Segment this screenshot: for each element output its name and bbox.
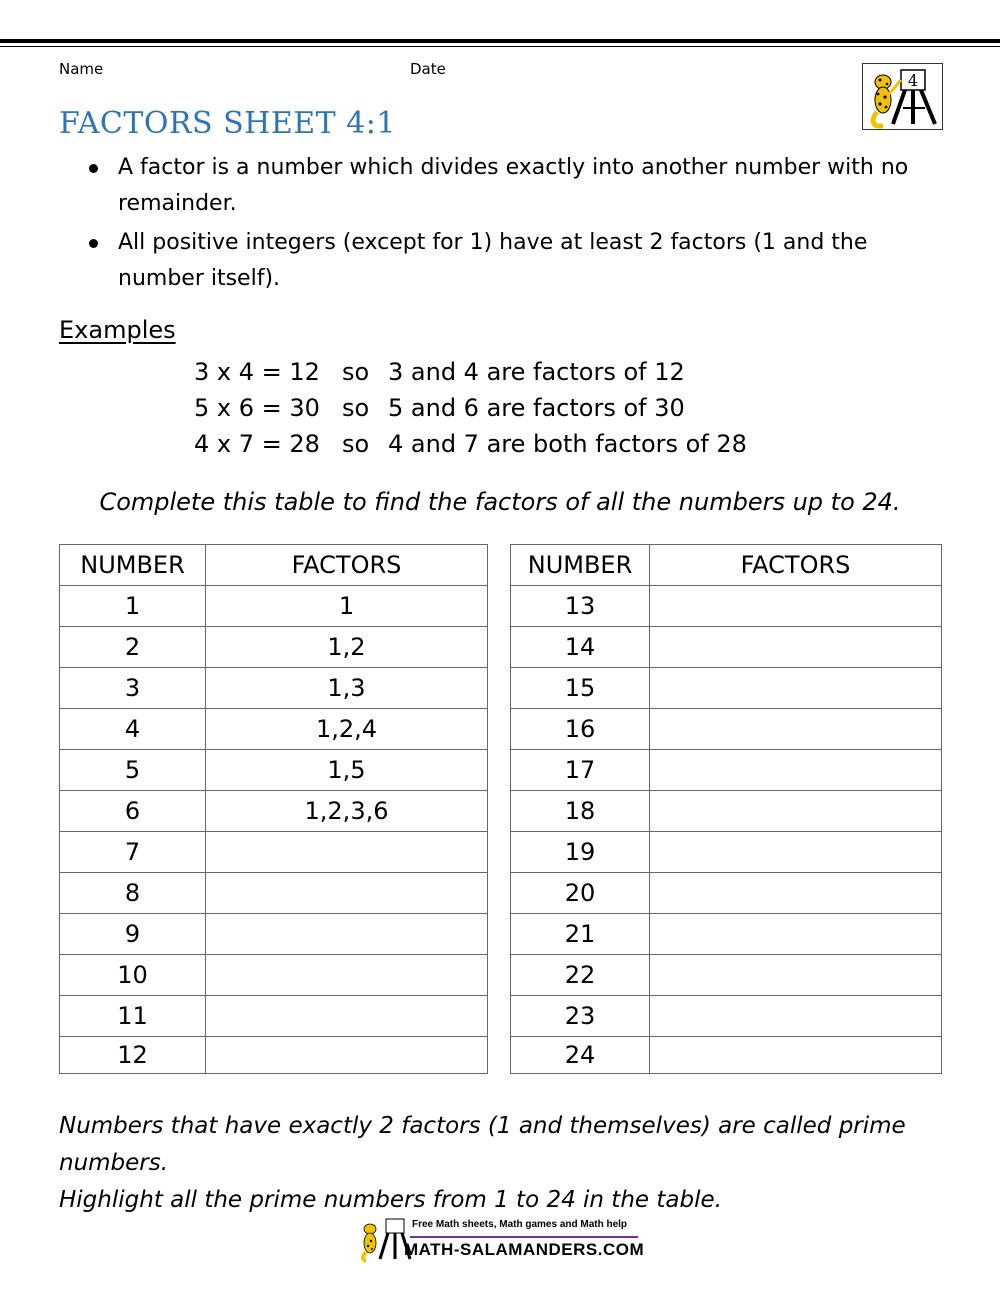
bullet-icon xyxy=(89,164,98,173)
table-row xyxy=(511,832,942,873)
table-row xyxy=(60,668,488,709)
table-row xyxy=(60,955,488,996)
factors-cell[interactable]: 1,3 xyxy=(206,668,488,709)
factors-cell[interactable]: 1 xyxy=(206,586,488,627)
table-header-row xyxy=(60,545,488,586)
footer-tagline: Free Math sheets, Math games and Math help xyxy=(412,1219,628,1230)
number-cell: 9 xyxy=(60,914,206,955)
factors-cell[interactable]: 1,5 xyxy=(206,750,488,791)
table-row xyxy=(511,586,942,627)
number-cell: 3 xyxy=(60,668,206,709)
factors-cell[interactable] xyxy=(650,914,942,955)
examples-heading: Examples xyxy=(59,316,176,344)
factors-cell[interactable] xyxy=(650,668,942,709)
table-instruction: Complete this table to find the factors of all the numbers up to 24. xyxy=(99,488,901,516)
table-row xyxy=(511,791,942,832)
number-cell: 22 xyxy=(511,955,650,996)
number-cell: 15 xyxy=(511,668,650,709)
factors-cell[interactable] xyxy=(650,750,942,791)
factors-cell[interactable] xyxy=(650,586,942,627)
number-cell: 4 xyxy=(60,709,206,750)
table-row xyxy=(511,750,942,791)
number-column-header: NUMBER xyxy=(60,545,206,586)
factors-cell[interactable] xyxy=(650,832,942,873)
number-cell: 5 xyxy=(60,750,206,791)
table-row xyxy=(511,914,942,955)
definition-list xyxy=(0,150,1000,297)
factors-cell[interactable]: 1,2,3,6 xyxy=(206,791,488,832)
prime-note-line: Numbers that have exactly 2 factors (1 and themselves) are called prime numbers. xyxy=(59,1113,906,1176)
factors-cell[interactable] xyxy=(650,791,942,832)
number-cell: 21 xyxy=(511,914,650,955)
factors-cell[interactable] xyxy=(650,955,942,996)
table-row xyxy=(511,996,942,1037)
number-cell: 1 xyxy=(60,586,206,627)
number-cell: 23 xyxy=(511,996,650,1037)
number-cell: 2 xyxy=(60,627,206,668)
logo-number: 4 xyxy=(907,71,919,90)
example-so: so xyxy=(342,358,370,386)
number-cell: 24 xyxy=(511,1037,650,1074)
number-cell: 18 xyxy=(511,791,650,832)
factors-column-header: FACTORS xyxy=(650,545,942,586)
bullet-text: A factor is a number which divides exactly into another number with no remainder. xyxy=(118,155,909,216)
table-row xyxy=(60,873,488,914)
page-title: FACTORS SHEET 4:1 xyxy=(59,106,396,141)
factors-cell[interactable] xyxy=(206,873,488,914)
table-row xyxy=(511,1037,942,1074)
footer-site-name: MATH-SALAMANDERS.COM xyxy=(404,1240,645,1259)
factors-cell[interactable] xyxy=(206,1037,488,1074)
example-description: 3 and 4 are factors of 12 xyxy=(388,358,685,386)
table-row xyxy=(60,914,488,955)
top-rule-thick xyxy=(0,39,1000,43)
example-so: so xyxy=(342,430,370,458)
number-cell: 7 xyxy=(60,832,206,873)
top-rule-thin xyxy=(0,46,1000,47)
table-row xyxy=(60,627,488,668)
salamander-icon xyxy=(863,64,942,129)
table-row xyxy=(60,750,488,791)
table-row xyxy=(60,1037,488,1074)
table-row xyxy=(60,709,488,750)
factors-cell[interactable] xyxy=(650,873,942,914)
number-cell: 13 xyxy=(511,586,650,627)
number-cell: 20 xyxy=(511,873,650,914)
example-equation: 4 x 7 = 28 xyxy=(194,430,320,458)
prime-numbers-note xyxy=(59,1108,959,1219)
bullet-text: All positive integers (except for 1) have at least 2 factors (1 and the number itself). xyxy=(118,230,868,291)
footer-divider xyxy=(410,1236,638,1238)
number-cell: 6 xyxy=(60,791,206,832)
factors-table-right xyxy=(510,544,942,1074)
table-row xyxy=(511,955,942,996)
grade-logo xyxy=(862,63,943,130)
factors-cell[interactable] xyxy=(650,627,942,668)
factors-cell[interactable] xyxy=(650,709,942,750)
example-description: 5 and 6 are factors of 30 xyxy=(388,394,685,422)
number-cell: 14 xyxy=(511,627,650,668)
factors-cell[interactable] xyxy=(206,996,488,1037)
number-cell: 10 xyxy=(60,955,206,996)
bullet-item xyxy=(0,225,918,297)
table-row xyxy=(511,668,942,709)
factors-cell[interactable] xyxy=(206,955,488,996)
date-label: Date xyxy=(410,60,446,78)
table-row xyxy=(60,996,488,1037)
number-cell: 12 xyxy=(60,1037,206,1074)
factors-cell[interactable] xyxy=(650,996,942,1037)
number-cell: 19 xyxy=(511,832,650,873)
factors-cell[interactable]: 1,2,4 xyxy=(206,709,488,750)
number-column-header: NUMBER xyxy=(511,545,650,586)
example-equation: 3 x 4 = 12 xyxy=(194,358,320,386)
table-row xyxy=(60,586,488,627)
number-cell: 16 xyxy=(511,709,650,750)
table-row xyxy=(511,627,942,668)
table-header-row xyxy=(511,545,942,586)
prime-note-line: Highlight all the prime numbers from 1 to 24 in the table. xyxy=(59,1187,722,1213)
factors-cell[interactable]: 1,2 xyxy=(206,627,488,668)
table-row xyxy=(60,832,488,873)
example-equation: 5 x 6 = 30 xyxy=(194,394,320,422)
bullet-icon xyxy=(89,239,98,248)
example-description: 4 and 7 are both factors of 28 xyxy=(388,430,747,458)
number-cell: 8 xyxy=(60,873,206,914)
factors-table-left xyxy=(59,544,488,1074)
factors-cell[interactable] xyxy=(206,832,488,873)
table-row xyxy=(60,791,488,832)
factors-cell[interactable] xyxy=(206,914,488,955)
example-so: so xyxy=(342,394,370,422)
table-row xyxy=(511,709,942,750)
factors-column-header: FACTORS xyxy=(206,545,488,586)
factors-cell[interactable] xyxy=(650,1037,942,1074)
bullet-item xyxy=(0,150,918,222)
number-cell: 11 xyxy=(60,996,206,1037)
name-label: Name xyxy=(59,60,104,78)
table-row xyxy=(511,873,942,914)
number-cell: 17 xyxy=(511,750,650,791)
